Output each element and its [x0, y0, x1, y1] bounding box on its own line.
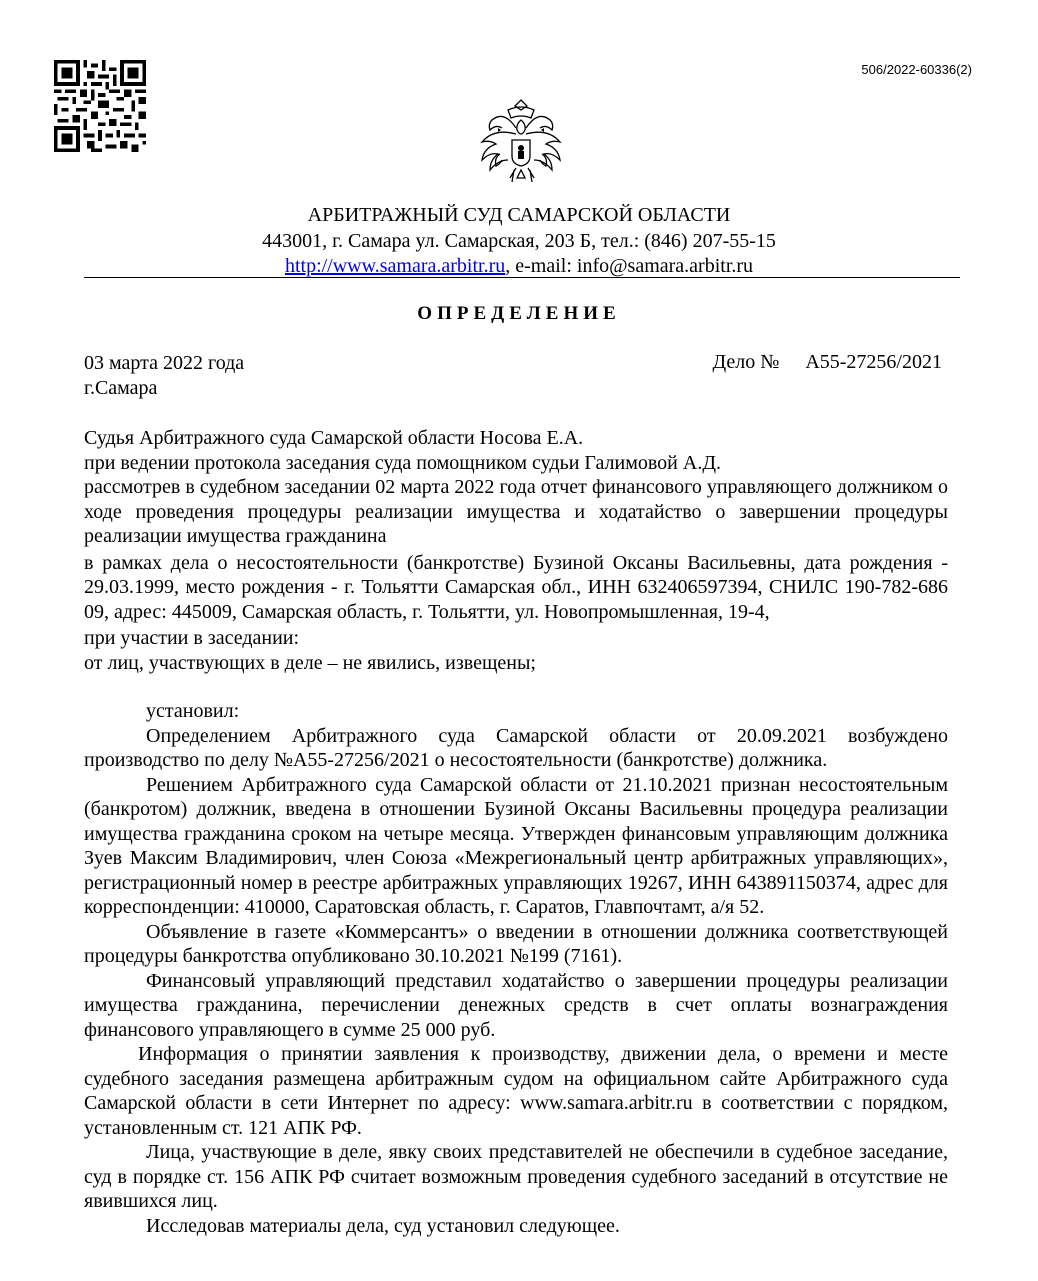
date-block — [84, 351, 244, 401]
paragraph-information: Информация о принятии заявления к производству, движении дела, о времени и месте судебного заседания размещена арбитражным судом на официальном сайте Арбитражного суда Самарской области в сети Интернет по адресу: www.samara.arbitr.ru в соответствии с порядком, установленным ст. 121 АПК РФ. — [84, 1043, 948, 1139]
paragraph-initiation: Определением Арбитражного суда Самарской области от 20.09.2021 возбуждено производство по делу №А55-27256/2021 о несостоятельности (банкротстве) должника. — [84, 724, 948, 771]
qr-code-icon — [54, 60, 146, 152]
document-number: 506/2022-60336(2) — [861, 62, 972, 77]
court-address: 443001, г. Самара ул. Самарская, 203 Б, тел.: (846) 207-55-15 — [262, 230, 776, 252]
paragraph-participation: при участии в заседании: — [84, 627, 300, 649]
document-date: 03 марта 2022 года — [84, 352, 245, 374]
paragraph-judge: Судья Арбитражного суда Самарской области Носова Е.А. — [84, 427, 584, 449]
document-body — [84, 426, 948, 1238]
paragraph-announcement: Объявление в газете «Коммерсантъ» о введении в отношении должника соответствующей процедуры банкротства опубликовано 30.10.2021 №199 (7161). — [84, 920, 948, 967]
paragraph-examined: Исследовав материалы дела, суд установил следующее. — [146, 1214, 620, 1237]
paragraph-petition: Финансовый управляющий представил ходатайство о завершении процедуры реализации имущества гражданина, перечислении денежных средств в счет оплаты вознаграждения финансового управляющего в сумме 25 000 руб. — [84, 969, 948, 1041]
paragraph-considered: рассмотрев в судебном заседании 02 марта 2022 года отчет финансового управляющего должником о ходе проведения процедуры реализации имущества и ходатайство о завершении процедуры реализации имущества гражданина — [84, 476, 948, 547]
document-title: ОПРЕДЕЛЕНИЕ — [417, 303, 621, 324]
paragraph-persons: Лица, участвующие в деле, явку своих представителей не обеспечили в судебное заседание, суд в порядке ст. 156 АПК РФ считает возможным проведения судебного заседаний в отсутствие не явившихся лиц. — [84, 1141, 948, 1212]
paragraph-protocol: при ведении протокола заседания суда помощником судьи Галимовой А.Д. — [84, 451, 721, 474]
case-block — [713, 351, 943, 374]
court-contacts — [0, 254, 1038, 279]
header-divider — [84, 277, 960, 278]
case-number: А55-27256/2021 — [805, 351, 942, 373]
court-email: , e-mail: info@samara.arbitr.ru — [505, 255, 754, 277]
court-name: АРБИТРАЖНЫЙ СУД САМАРСКОЙ ОБЛАСТИ — [307, 204, 731, 226]
paragraph-debtor: в рамках дела о несостоятельности (банкротстве) Бузиной Оксаны Васильевны, дата рождения - 29.03.1999, место рождения - г. Тольятти Самарская обл., ИНН 632406597394, СНИЛС 190-782-686 09, адрес: 445009, Самарская область, г. Тольятти, ул. Новопромышленная, 19-4, — [84, 551, 948, 623]
paragraph-absent: от лиц, участвующих в деле – не явились, извещены; — [84, 651, 536, 674]
paragraph-decision: Решением Арбитражного суда Самарской области от 21.10.2021 признан несостоятельным (банкротом) должник, введена в отношении Бузиной Оксаны Васильевны процедура реализации имущества гражданина сроком на четыре месяца. Утвержден финансовым управляющим должника Зуев Максим Владимирович, член Союза «Межрегиональный центр арбитражных управляющих», регистрационный номер в реестре арбитражных управляющих 19267, ИНН 643891150374, адрес для корреспонденции: 410000, Саратовская область, г. Саратов, Главпочтамт, а/я 52. — [84, 773, 948, 918]
document-city: г.Самара — [84, 377, 158, 399]
coat-of-arms-icon — [478, 98, 564, 190]
paragraph-established: установил: — [146, 700, 240, 722]
case-label: Дело № — [712, 351, 780, 373]
court-website-link[interactable]: http://www.samara.arbitr.ru — [284, 255, 506, 277]
